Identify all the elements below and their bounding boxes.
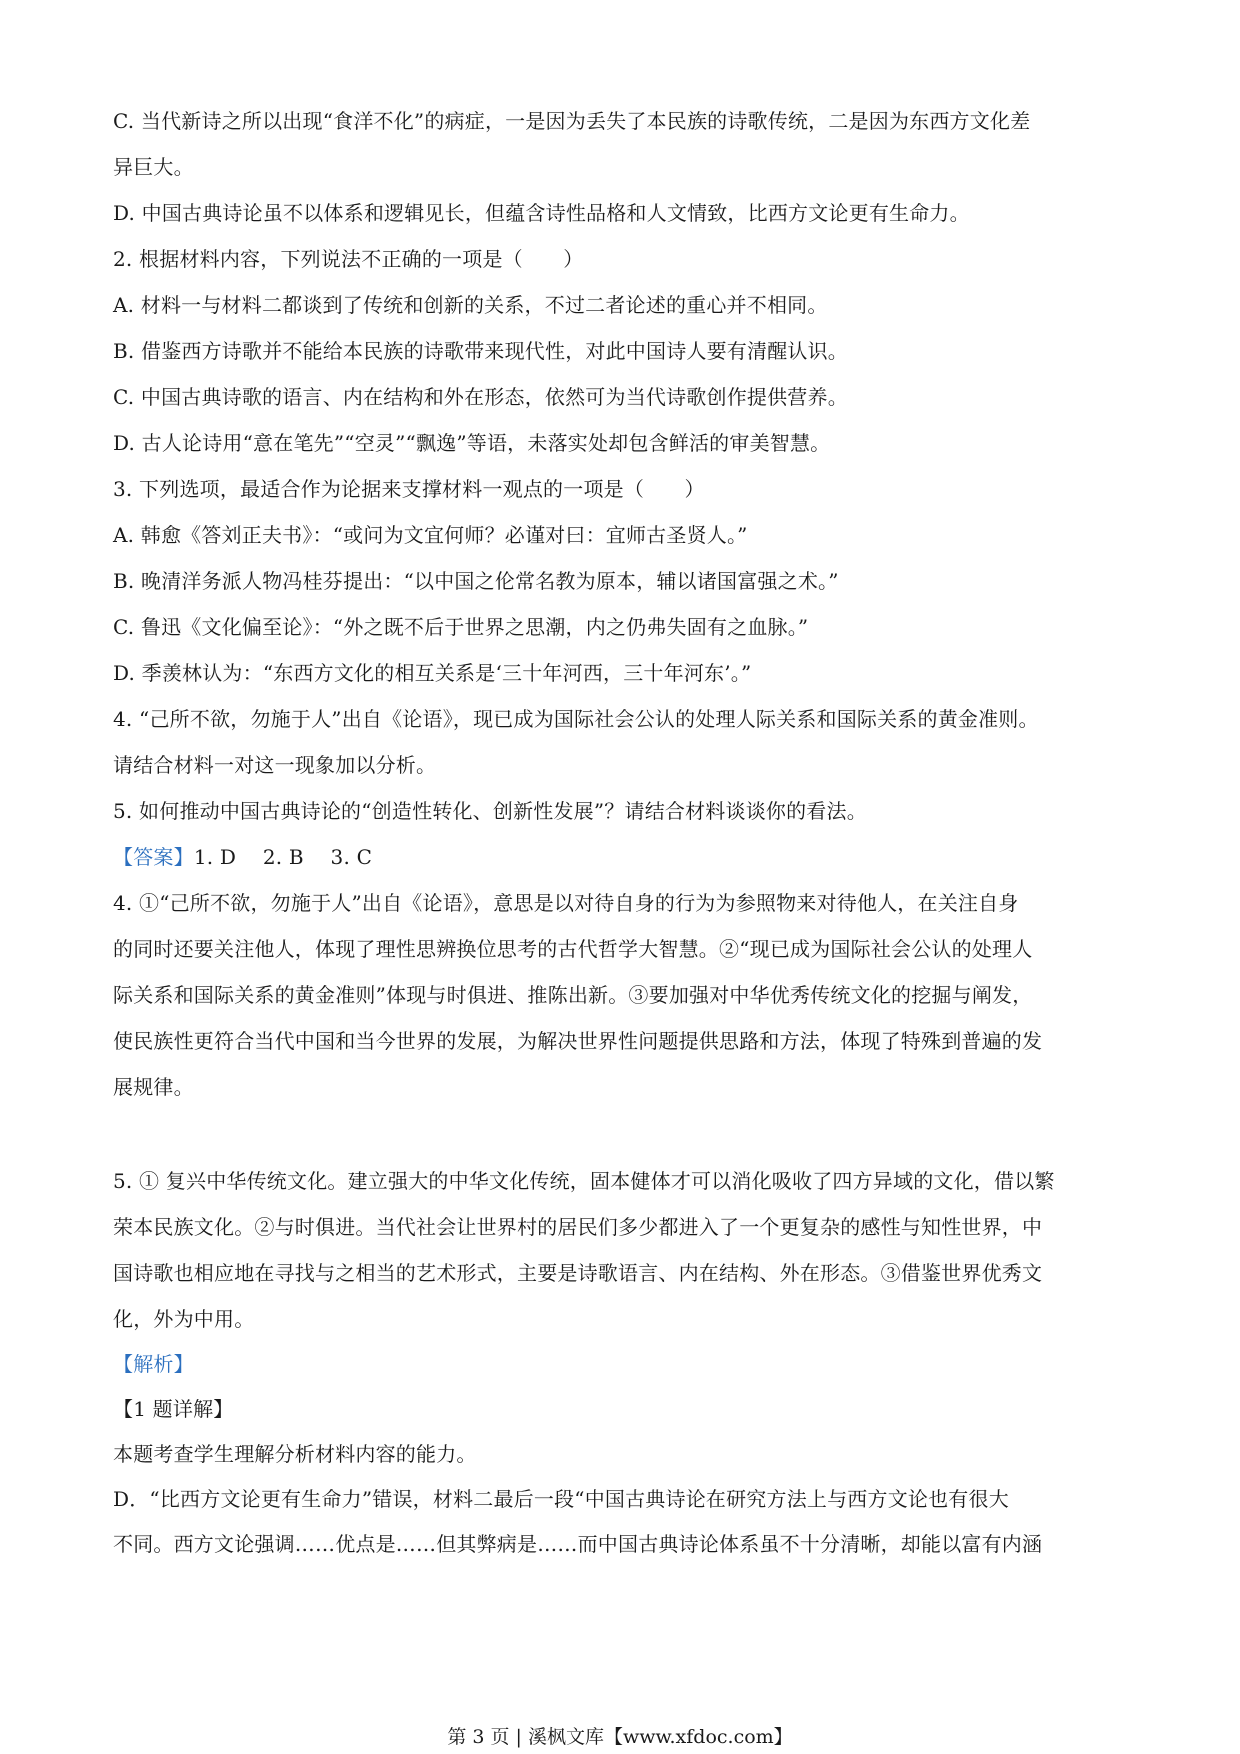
option-line: A. 韩愈《答刘正夫书》：“或问为文宜何师？必谨对曰：宜师古圣贤人。”: [113, 523, 748, 547]
option-line: D. 古人论诗用“意在笔先”“空灵”“飘逸”等语，未落实处却包含鲜活的审美智慧。: [113, 431, 831, 455]
option-line: C. 中国古典诗歌的语言、内在结构和外在形态，依然可为当代诗歌创作提供营养。: [113, 385, 848, 409]
answer-5-line: 荣本民族文化。②与时俱进。当代社会让世界村的居民们多少都进入了一个更复杂的感性与知性世界，中: [113, 1215, 1043, 1239]
answer-label: 【答案】: [113, 845, 194, 869]
question-4: 4. “己所不欲，勿施于人”出自《论语》，现已成为国际社会公认的处理人际关系和国际关系的黄金准则。: [113, 707, 1039, 731]
paragraph-gap: [113, 1110, 1133, 1158]
answer-4-line: 展规律。: [113, 1075, 194, 1099]
text-line: D. 中国古典诗论虽不以体系和逻辑见长，但蕴含诗性品格和人文情致，比西方文论更有生命力。: [113, 201, 970, 225]
answer-4-line: 际关系和国际关系的黄金准则”体现与时俱进、推陈出新。③要加强对中华优秀传统文化的挖掘与阐发，: [113, 983, 1033, 1007]
answer-4-line: 的同时还要关注他人，体现了理性思辨换位思考的古代哲学大智慧。②“现已成为国际社会公认的处理人: [113, 937, 1033, 961]
option-line: D. 季羡林认为：“东西方文化的相互关系是‘三十年河西，三十年河东’。”: [113, 661, 752, 685]
answer-4-line: 4. ①“己所不欲，勿施于人”出自《论语》，意思是以对待自身的行为为参照物来对待他人，在关注自身: [113, 891, 1019, 915]
answer-5-line: 国诗歌也相应地在寻找与之相当的艺术形式，主要是诗歌语言、内在结构、外在形态。③借鉴世界优秀文: [113, 1261, 1043, 1285]
question-2: 2. 根据材料内容，下列说法不正确的一项是（ ）: [113, 247, 584, 271]
option-line: B. 借鉴西方诗歌并不能给本民族的诗歌带来现代性，对此中国诗人要有清醒认识。: [113, 339, 849, 363]
q1-line: 本题考查学生理解分析材料内容的能力。: [113, 1442, 477, 1466]
text-line: C. 当代新诗之所以出现“食洋不化”的病症，一是因为丢失了本民族的诗歌传统，二是因为东西方文化差: [113, 109, 1031, 133]
page-footer: 第 3 页 | 溪枫文库【www.xfdoc.com】: [447, 1726, 793, 1748]
answer-text: 1. D 2. B 3. C: [193, 845, 373, 869]
option-line: B. 晚清洋务派人物冯桂芬提出：“以中国之伦常名教为原本，辅以诸国富强之术。”: [113, 569, 839, 593]
text-line: 请结合材料一对这一现象加以分析。: [113, 753, 437, 777]
answer-5-line: 5. ① 复兴中华传统文化。建立强大的中华文化传统，固本健体才可以消化吸收了四方异域的文化，借以繁: [113, 1169, 1055, 1193]
answer-line: [113, 834, 1133, 880]
answer-4-line: 使民族性更符合当代中国和当今世界的发展，为解决世界性问题提供思路和方法，体现了特殊到普遍的发: [113, 1029, 1043, 1053]
answer-5-line: 化，外为中用。: [113, 1307, 255, 1331]
option-line: C. 鲁迅《文化偏至论》：“外之既不后于世界之思潮，内之仍弗失固有之血脉。”: [113, 615, 809, 639]
option-line: A. 材料一与材料二都谈到了传统和创新的关系，不过二者论述的重心并不相同。: [113, 293, 828, 317]
analysis-label: 【解析】: [113, 1352, 194, 1376]
page-content: [113, 98, 1133, 1567]
question-3: 3. 下列选项，最适合作为论据来支撑材料一观点的一项是（ ）: [113, 477, 705, 501]
q1-line: D．“比西方文论更有生命力”错误，材料二最后一段“中国古典诗论在研究方法上与西方文论也有很大: [113, 1487, 1009, 1511]
question-5: 5. 如何推动中国古典诗论的“创造性转化、创新性发展”？请结合材料谈谈你的看法。: [113, 799, 867, 823]
q1-line: 不同。西方文论强调……优点是……但其弊病是……而中国古典诗论体系虽不十分清晰，却能以富有内涵: [113, 1532, 1043, 1556]
q1-heading: 【1 题详解】: [113, 1397, 234, 1421]
text-line: 异巨大。: [113, 155, 194, 179]
